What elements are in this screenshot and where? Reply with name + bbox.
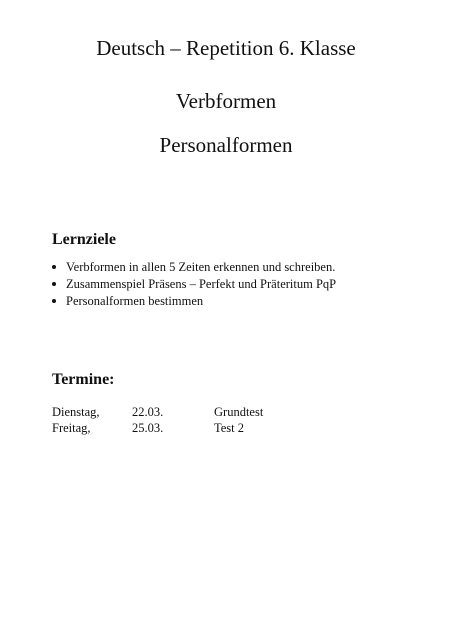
termine-table bbox=[52, 404, 372, 436]
list-item-text: Personalformen bestimmen bbox=[66, 294, 204, 308]
lernziele-list bbox=[52, 259, 336, 310]
termin-event: Test 2 bbox=[214, 421, 245, 435]
list-item bbox=[52, 293, 336, 310]
lernziele-heading: Lernziele bbox=[52, 231, 116, 248]
termin-day: Dienstag, bbox=[52, 405, 100, 419]
topic-title-personalformen: Personalformen bbox=[159, 133, 293, 157]
termin-date: 22.03. bbox=[132, 405, 164, 419]
bullet-icon bbox=[52, 282, 56, 286]
list-item-text: Zusammenspiel Präsens – Perfekt und Präteritum PqP bbox=[66, 277, 337, 291]
bullet-icon bbox=[52, 299, 56, 303]
bullet-icon bbox=[52, 265, 56, 269]
termin-day: Freitag, bbox=[52, 421, 91, 435]
topic-title-verbformen: Verbformen bbox=[175, 89, 277, 113]
document-title: Deutsch – Repetition 6. Klasse bbox=[96, 36, 356, 60]
list-item-text: Verbformen in allen 5 Zeiten erkennen und schreiben. bbox=[66, 260, 336, 274]
table-row bbox=[52, 420, 372, 436]
list-item bbox=[52, 259, 336, 276]
termine-heading: Termine: bbox=[52, 371, 115, 388]
termin-event: Grundtest bbox=[214, 405, 264, 419]
termin-date: 25.03. bbox=[132, 421, 164, 435]
list-item bbox=[52, 276, 336, 293]
table-row bbox=[52, 404, 372, 420]
